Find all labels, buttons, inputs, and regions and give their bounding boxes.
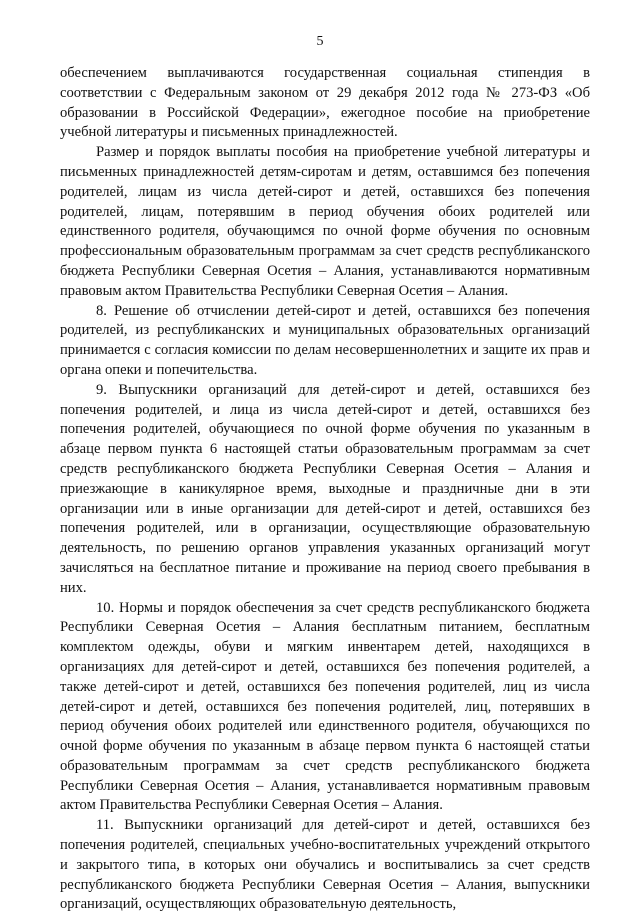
paragraph-item-10: 10. Нормы и порядок обеспечения за счет средств республиканского бюджета Республики Северная Осетия – Алания бесплатным питанием, бесплатным комплектом одежды, обуви и мягким инвентарем детей, находящихся в организациях для детей-сирот и детей, оставшихся без попечения родителей, а также детей-сирот и детей, оставшихся без попечения родителей, лиц из числа детей-сирот и детей, оставшихся без попечения родителей, лиц, потерявших в период обучения обоих родителей или единственного родителя, обучающихся по очной форме обучения по указанным в абзаце первом пункта 6 настоящей статьи образовательным программам за счет средств республиканского бюджета Республики Северная Осетия – Алания, устанавливается нормативным правовым актом Правительства Республики Северная Осетия – Алания. [60, 599, 590, 814]
paragraph-item-8: 8. Решение об отчислении детей-сирот и детей, оставшихся без попечения родителей, из республиканских и муниципальных образовательных организаций принимается с согласия комиссии по делам несовершеннолетних и защите их прав и органа опеки и попечительства. [60, 302, 590, 378]
page-number: 5 [316, 34, 324, 49]
paragraph-allowance-procedure: Размер и порядок выплаты пособия на приобретение учебной литературы и письменных принадлежностей детям-сиротам и детям, оставшимся без попечения родителей, лицам из числа детей-сирот и детей, оставшихся без попечения родителей, лицам, потерявшим в период обучения обоих родителей или единственного родителя, обучающимся по очной форме обучения по основным профессиональным образовательным программам за счет средств республиканского бюджета Республики Северная Осетия – Алания, устанавливаются нормативным правовым актом Правительства Республики Северная Осетия – Алания. [60, 144, 590, 299]
paragraph-continuation: обеспечением выплачиваются государственная социальная стипендия в соответствии с Федеральным законом от 29 декабря 2012 года № 273-ФЗ «Об образовании в Российской Федерации», ежегодное пособие на приобретение учебной литературы и письменных принадлежностей. [60, 65, 590, 141]
paragraph-item-11: 11. Выпускники организаций для детей-сирот и детей, оставшихся без попечения родителей, специальных учебно-воспитательных учреждений открытого и закрытого типа, в которых они обучались и воспитывались за счет средств республиканского бюджета Республики Северная Осетия – Алания, выпускники организаций, осуществляющих образовательную деятельность, [60, 817, 590, 913]
paragraph-item-9: 9. Выпускники организаций для детей-сирот и детей, оставшихся без попечения родителей, и лица из числа детей-сирот и детей, оставшихся без попечения родителей, обучающиеся по очной форме обучения по указанным в абзаце первом пункта 6 настоящей статьи образовательным программам за счет средств республиканского бюджета Республики Северная Осетия – Алания и приезжающие в каникулярное время, выходные и праздничные дни в эти организации или в иные организации для детей-сирот и детей, оставшихся без попечения родителей, или в организации, осуществляющие образовательную деятельность, по решению органов управления указанных организаций могут зачисляться на бесплатное питание и проживание на период своего пребывания в них. [60, 381, 590, 596]
document-body [60, 64, 590, 915]
